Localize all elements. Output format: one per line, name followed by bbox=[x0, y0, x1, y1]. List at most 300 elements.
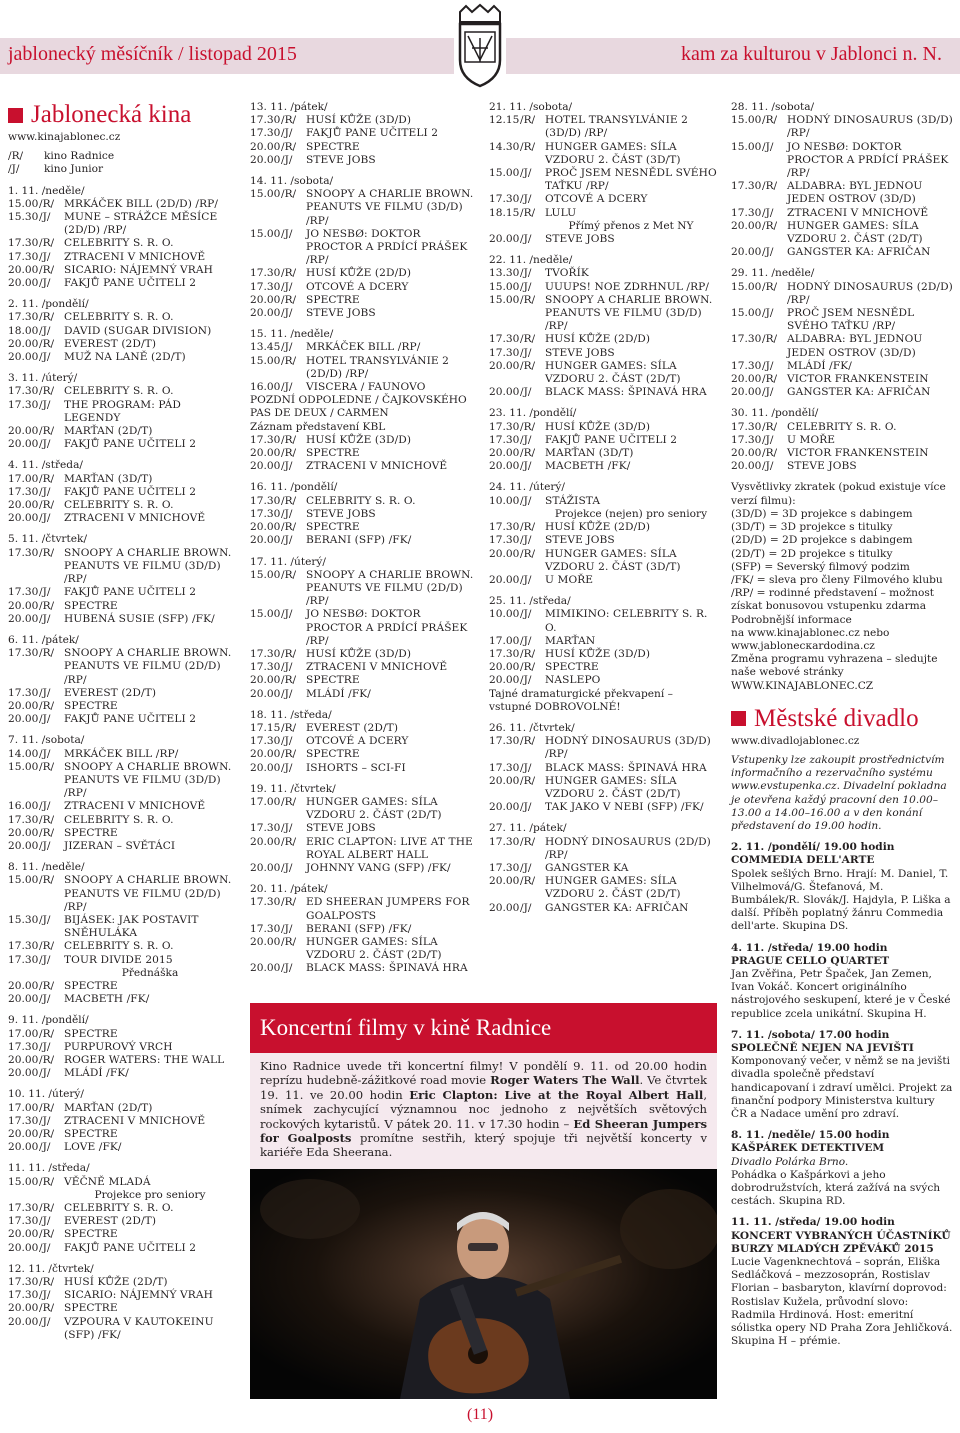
screening-row bbox=[8, 499, 236, 512]
day-block bbox=[489, 822, 717, 914]
screening-time: 20.00 bbox=[250, 293, 281, 306]
cinema-code: /J/ bbox=[762, 460, 774, 473]
screening-time: 20.00 bbox=[250, 521, 281, 534]
film-title: THE PROGRAM: PÁD LEGENDY bbox=[64, 398, 181, 424]
screening-time: 10.00 bbox=[489, 494, 520, 507]
legend-note: (2D/D) = 2D projekce s dabingem bbox=[731, 534, 913, 547]
screening-row bbox=[489, 902, 717, 915]
column-1 bbox=[8, 101, 236, 1342]
film-title: TVOŘÍK bbox=[545, 267, 589, 280]
film-title: FAKJŮ PANE UČITELI 2 bbox=[64, 485, 197, 498]
screening-time: 20.00 bbox=[250, 534, 281, 547]
screening-row bbox=[731, 207, 953, 220]
box-text-4: promítne sestřih, který spojuje tři největší koncerty v kariéře Eda Sheerana. bbox=[260, 1131, 707, 1160]
screening-row bbox=[731, 307, 953, 333]
film-title: BERANI (SFP) /FK/ bbox=[306, 534, 412, 547]
screening-note: Projekce pro seniory bbox=[94, 1188, 206, 1201]
film-title: MARŤAN (3D/T) bbox=[545, 447, 634, 460]
screening-time: 20.00 bbox=[250, 748, 281, 761]
screening-time: 15.00 bbox=[8, 1175, 39, 1188]
screening-time: 20.00 bbox=[8, 979, 39, 992]
day-date: 6. 11. /pátek/ bbox=[8, 633, 79, 646]
screening-row bbox=[250, 962, 478, 975]
screening-time: 20.00 bbox=[250, 835, 281, 848]
day-date: 23. 11. /pondělí/ bbox=[489, 407, 577, 420]
film-title: MUŽ NA LANĚ (2D/T) bbox=[64, 351, 186, 364]
screening-time: 16.00 bbox=[8, 800, 39, 813]
screening-row bbox=[250, 688, 478, 701]
cinema-code: /R/ bbox=[39, 826, 55, 839]
day-date: 21. 11. /sobota/ bbox=[489, 101, 573, 113]
cinema-code: /R/ bbox=[281, 935, 297, 948]
cinema-code: /J/ bbox=[281, 507, 293, 520]
day-block bbox=[731, 407, 953, 473]
event-title: SPOLEČNĚ NEJEN NA JEVIŠTI bbox=[731, 1042, 914, 1054]
box-film-1: Roger Waters The Wall bbox=[490, 1073, 640, 1088]
screening-time: 15.00 bbox=[250, 188, 281, 201]
screening-time: 17.30 bbox=[731, 180, 762, 193]
event-title: PRAGUE CELLO QUARTET bbox=[731, 954, 890, 967]
screening-time: 17.30 bbox=[8, 546, 39, 559]
screening-row bbox=[8, 980, 236, 993]
legend-note: (3D/T) = 3D projekce s titulky bbox=[731, 521, 893, 534]
event-description: Komponovaný večer, v němž se na jevišti divadla společně představí handicapovaní i zdraví umělci. Projekt za finanční podpory Ministerstva kultury ČR a Nadace umění pro zdraví. bbox=[731, 1055, 953, 1121]
screening-row bbox=[8, 512, 236, 525]
screening-row bbox=[489, 281, 717, 294]
day-date: 27. 11. /pátek/ bbox=[489, 822, 567, 835]
day-block bbox=[8, 533, 236, 625]
film-title: NASLEPO bbox=[545, 674, 601, 687]
screening-row bbox=[8, 438, 236, 451]
day-date: 5. 11. /čtvrtek/ bbox=[8, 533, 88, 546]
screening-row bbox=[250, 648, 478, 661]
cinema-code: /J/ bbox=[281, 735, 293, 748]
event-date: 11. 11. /středa/ 19.00 hodin bbox=[731, 1216, 895, 1229]
film-title: MACBETH /FK/ bbox=[545, 460, 631, 473]
screening-row bbox=[8, 874, 236, 914]
film-title: GANGSTER KA: AFRIČAN bbox=[787, 246, 931, 259]
cinema-code: /R/ bbox=[281, 674, 297, 687]
screening-time: 17.30 bbox=[8, 813, 39, 826]
screening-row bbox=[250, 508, 478, 521]
film-title: JIZERAN – SVĚTÁCI bbox=[64, 839, 176, 852]
screening-row bbox=[731, 141, 953, 181]
screening-time: 17.30 bbox=[8, 1276, 39, 1289]
screening-time: 17.30 bbox=[489, 835, 520, 848]
screening-row bbox=[8, 600, 236, 613]
legend-note: na www.kinajablonec.cz nebo bbox=[731, 626, 890, 639]
cinema-code: /R/ bbox=[281, 140, 297, 153]
film-title: LOVE /FK/ bbox=[64, 1141, 122, 1154]
film-title: HUSÍ KŮŽE (2D/D) bbox=[545, 521, 651, 534]
cinema-code: /R/ bbox=[520, 420, 536, 433]
cinema-code: /J/ bbox=[520, 901, 532, 914]
screening-row bbox=[489, 495, 717, 508]
screening-row bbox=[250, 434, 478, 447]
screening-row bbox=[250, 381, 478, 394]
day-block bbox=[8, 298, 236, 364]
screening-row bbox=[8, 237, 236, 250]
screening-row bbox=[731, 114, 953, 140]
screening-time: 15.00 bbox=[489, 167, 520, 180]
screening-row bbox=[250, 822, 478, 835]
day-block bbox=[8, 1014, 236, 1080]
cinema-code: /J/ bbox=[281, 381, 293, 394]
screening-row bbox=[489, 114, 717, 140]
cinema-code: /R/ bbox=[281, 795, 297, 808]
film-title: ZTRACENI V MNICHOVĚ bbox=[64, 512, 206, 525]
theatre-events bbox=[731, 841, 953, 1348]
screening-row bbox=[8, 1115, 236, 1128]
cinema-code: /R/ bbox=[281, 568, 297, 581]
cinema-code: /J/ bbox=[520, 494, 532, 507]
film-title: SPECTRE bbox=[306, 293, 360, 306]
film-title: BLACK MASS: ŠPINAVÁ HRA bbox=[545, 386, 707, 399]
screening-time: 20.00 bbox=[8, 699, 39, 712]
screening-row bbox=[8, 338, 236, 351]
screening-row bbox=[731, 373, 953, 386]
screening-row bbox=[250, 862, 478, 875]
screening-time: 17.30 bbox=[731, 359, 762, 372]
film-title: U MOŘE bbox=[545, 573, 594, 586]
screening-row bbox=[8, 586, 236, 599]
day-block bbox=[489, 481, 717, 587]
screening-row bbox=[489, 574, 717, 587]
cinema-code: /J/ bbox=[39, 1241, 51, 1254]
cinema-code: /R/ bbox=[39, 1202, 55, 1215]
screening-note: Přímý přenos z Met NY bbox=[568, 219, 694, 232]
screening-row bbox=[8, 1128, 236, 1141]
film-title: VĚČNĚ MLADÁ bbox=[64, 1175, 151, 1188]
screening-time: 20.00 bbox=[8, 1315, 39, 1328]
abbreviation-legend bbox=[731, 481, 953, 692]
theatre-heading bbox=[731, 705, 953, 733]
day-date: 10. 11. /úterý/ bbox=[8, 1088, 84, 1101]
screening-row bbox=[8, 748, 236, 761]
cinema-code: /J/ bbox=[39, 713, 51, 726]
screening-row bbox=[250, 608, 478, 648]
film-title: DAVID (SUGAR DIVISION) bbox=[64, 324, 212, 337]
film-title: MRKÁČEK BILL /RP/ bbox=[64, 747, 179, 760]
film-title: SPECTRE bbox=[64, 1027, 118, 1040]
film-title: HOTEL TRANSYLVÁNIE 2 (2D/D) /RP/ bbox=[306, 354, 449, 380]
day-date: 7. 11. /sobota/ bbox=[8, 734, 85, 747]
screening-time: 17.30 bbox=[250, 896, 281, 909]
screening-row bbox=[250, 569, 478, 609]
cinema-code: /J/ bbox=[39, 512, 51, 525]
screening-row bbox=[489, 233, 717, 246]
film-title: MARŤAN (2D/T) bbox=[64, 425, 153, 438]
cinema-code: /R/ bbox=[39, 197, 55, 210]
screening-row bbox=[8, 940, 236, 953]
screening-time: 18.15 bbox=[489, 206, 520, 219]
cinema-code: /R/ bbox=[762, 447, 778, 460]
screening-row bbox=[8, 1176, 236, 1189]
screening-time: 20.00 bbox=[731, 373, 762, 386]
day-block bbox=[250, 783, 478, 875]
screening-row bbox=[489, 434, 717, 447]
cinema-code: /R/ bbox=[39, 385, 55, 398]
cinema-code: /J/ bbox=[281, 307, 293, 320]
screening-time: 20.00 bbox=[8, 263, 39, 276]
box-text-3: , snímek zachycující významnou noc jednoho z největších světových rockových kytaristů. V pátek 20. 11. v 17.30 hodin – bbox=[260, 1087, 707, 1131]
cinema-code: /R/ bbox=[39, 940, 55, 953]
day-block bbox=[8, 861, 236, 1006]
film-title: MACBETH /FK/ bbox=[64, 993, 150, 1006]
screening-row bbox=[731, 333, 953, 359]
screening-time: 20.00 bbox=[489, 460, 520, 473]
screening-row bbox=[489, 521, 717, 534]
cinema-code: /J/ bbox=[520, 346, 532, 359]
screening-row bbox=[8, 1028, 236, 1041]
screening-row bbox=[489, 294, 717, 334]
cinema-code: /R/ bbox=[39, 499, 55, 512]
film-title: HUNGER GAMES: SÍLA VZDORU 2. ČÁST (3D/T) bbox=[545, 547, 681, 573]
film-title: HUBENÁ SUSIE (SFP) /FK/ bbox=[64, 612, 215, 625]
film-title: EVEREST (2D/T) bbox=[64, 337, 157, 350]
screening-time: 20.00 bbox=[8, 826, 39, 839]
film-title: STEVE JOBS bbox=[306, 507, 376, 520]
cinemas-heading bbox=[8, 101, 236, 129]
day-block bbox=[731, 101, 953, 259]
legend-code: /R/ bbox=[8, 150, 24, 163]
column-4 bbox=[731, 101, 953, 1348]
film-title: FAKJŮ PANE UČITELI 2 bbox=[64, 586, 197, 599]
screening-row bbox=[489, 193, 717, 206]
screening-time: 15.00 bbox=[250, 568, 281, 581]
screening-time: 17.30 bbox=[8, 686, 39, 699]
screening-row bbox=[731, 220, 953, 246]
cinema-code: /R/ bbox=[520, 661, 536, 674]
film-title: BIJÁSEK: JAK POSTAVIT SNĚHULÁKA bbox=[64, 913, 199, 940]
screening-row bbox=[731, 421, 953, 434]
day-block bbox=[250, 101, 478, 167]
screening-time: 20.00 bbox=[489, 774, 520, 787]
screening-time: 17.30 bbox=[250, 661, 281, 674]
screening-time: 17.30 bbox=[8, 1040, 39, 1053]
cinema-code: /J/ bbox=[520, 433, 532, 446]
theatre-url[interactable]: www.divadlojablonec.cz bbox=[731, 734, 860, 747]
screening-row bbox=[8, 264, 236, 277]
screening-time: 17.30 bbox=[731, 333, 762, 346]
theatre-title: Městské divadlo bbox=[754, 704, 919, 732]
film-title: SICARIO: NÁJEMNÝ VRAH bbox=[64, 1289, 213, 1302]
day-extra-note: Záznam představení KBL bbox=[250, 420, 386, 433]
screening-row bbox=[489, 421, 717, 434]
event-description: Jan Zvěřina, Petr Špaček, Jan Zemen, Ivan Vokáč. Koncert originálního nástrojového seskupení, které je v České republice zcela unikátní. Skupina H. bbox=[731, 967, 951, 1020]
screening-time: 17.30 bbox=[489, 346, 520, 359]
cinema-code: /R/ bbox=[281, 835, 297, 848]
film-title: GANGSTER KA: AFRIČAN bbox=[545, 901, 689, 914]
screening-row bbox=[489, 347, 717, 360]
box-text-1: Kino Radnice uvede tři koncertní filmy! V pondělí 9. 11. od 20.00 hodin reprízu hudebně-zážitkové road movie bbox=[260, 1059, 707, 1088]
cinema-code: /R/ bbox=[39, 699, 55, 712]
cinema-code: /R/ bbox=[281, 647, 297, 660]
day-block bbox=[8, 372, 236, 451]
page-header bbox=[0, 0, 960, 96]
cinema-code: /R/ bbox=[281, 748, 297, 761]
cinema-code: /J/ bbox=[762, 206, 774, 219]
day-block bbox=[8, 1263, 236, 1342]
screening-row bbox=[250, 762, 478, 775]
screening-time: 15.00 bbox=[8, 760, 39, 773]
cinema-code: /J/ bbox=[281, 822, 293, 835]
col1-schedule bbox=[8, 185, 236, 1342]
film-title: ZTRACENI V MNICHOVĚ bbox=[64, 800, 206, 813]
cinemas-url[interactable]: www.kinajablonec.cz bbox=[8, 131, 121, 143]
cinema-code: /J/ bbox=[762, 246, 774, 259]
day-date: 26. 11. /čtvrtek/ bbox=[489, 721, 575, 734]
film-title: MARŤAN (3D/T) bbox=[64, 472, 153, 485]
screening-time: 20.00 bbox=[489, 233, 520, 246]
screening-row bbox=[8, 425, 236, 438]
screening-time: 14.00 bbox=[8, 747, 39, 760]
cinema-code: /J/ bbox=[520, 267, 532, 280]
film-title: HUSÍ KŮŽE (3D/D) bbox=[306, 433, 412, 446]
screening-row bbox=[731, 180, 953, 206]
screening-time: 20.00 bbox=[8, 351, 39, 364]
screening-time: 20.00 bbox=[8, 612, 39, 625]
film-title: SNOOPY A CHARLIE BROWN. PEANUTS VE FILMU (2D/D) /RP/ bbox=[306, 568, 474, 608]
film-title: MARŤAN bbox=[545, 634, 596, 647]
screening-row bbox=[8, 399, 236, 425]
film-title: OTCOVÉ A DCERY bbox=[306, 735, 409, 748]
page-number: (11) bbox=[466, 1406, 494, 1423]
film-title: HUNGER GAMES: SÍLA VZDORU 2. ČÁST (2D/T) bbox=[787, 219, 923, 246]
screening-time: 17.30 bbox=[489, 861, 520, 874]
film-title: ISHORTS – SCI-FI bbox=[306, 761, 406, 774]
cinema-code: /J/ bbox=[520, 801, 532, 814]
screening-row bbox=[489, 548, 717, 574]
screening-time: 20.00 bbox=[250, 674, 281, 687]
screening-time: 17.30 bbox=[250, 647, 281, 660]
cinema-code: /J/ bbox=[39, 1141, 51, 1154]
theatre-event bbox=[731, 1129, 953, 1208]
screening-time: 17.30 bbox=[731, 420, 762, 433]
legend-row bbox=[8, 150, 236, 163]
day-date: 22. 11. /neděle/ bbox=[489, 254, 573, 267]
screening-time: 20.00 bbox=[250, 935, 281, 948]
screening-time: 17.30 bbox=[8, 1114, 39, 1127]
screening-row bbox=[8, 351, 236, 364]
screening-time: 17.15 bbox=[250, 721, 281, 734]
film-title: VZPOURA V KAUTOKEINU (SFP) /FK/ bbox=[64, 1315, 214, 1341]
cinema-code: /J/ bbox=[520, 193, 532, 206]
screening-time: 20.00 bbox=[489, 547, 520, 560]
screening-time: 20.00 bbox=[250, 460, 281, 473]
screening-time: 20.00 bbox=[8, 1054, 39, 1066]
screening-time: 20.00 bbox=[8, 713, 39, 726]
cinema-code: /J/ bbox=[520, 280, 532, 293]
screening-time: 17.30 bbox=[489, 761, 520, 774]
box-film-3: Ed Sheeran Jumpers for Goalposts bbox=[260, 1116, 707, 1146]
cinema-code: /J/ bbox=[39, 485, 51, 498]
film-title: TAK JAKO V NEBI (SFP) /FK/ bbox=[545, 801, 704, 814]
screening-time: 17.30 bbox=[489, 521, 520, 534]
film-title: JOHNNY VANG (SFP) /FK/ bbox=[306, 861, 451, 874]
coat-of-arms-icon bbox=[452, 2, 508, 90]
screening-time: 15.00 bbox=[731, 307, 762, 320]
screening-time: 17.30 bbox=[250, 922, 281, 935]
screening-row bbox=[8, 1289, 236, 1302]
screening-time: 20.00 bbox=[489, 875, 520, 888]
cinema-code: /R/ bbox=[281, 721, 297, 734]
cinema-code: /R/ bbox=[762, 420, 778, 433]
event-subtitle: Divadlo Polárka Brno. bbox=[731, 1155, 849, 1168]
film-title: ERIC CLAPTON: LIVE AT THE ROYAL ALBERT HALL bbox=[306, 835, 473, 861]
film-title: MLÁDÍ /FK/ bbox=[64, 1067, 129, 1080]
screening-time: 17.30 bbox=[8, 953, 39, 966]
film-title: PURPUROVÝ VRCH bbox=[64, 1040, 173, 1053]
screening-time: 18.00 bbox=[8, 324, 39, 337]
section-square-icon bbox=[8, 108, 23, 123]
concert-films-title: Koncertní filmy v kině Radnice bbox=[250, 1003, 717, 1053]
screening-row bbox=[8, 814, 236, 827]
cinema-code: /R/ bbox=[520, 774, 536, 787]
film-title: ZTRACENI V MNICHOVĚ bbox=[306, 460, 448, 473]
cinema-code: /R/ bbox=[520, 333, 536, 346]
screening-row bbox=[8, 647, 236, 687]
screening-time: 17.30 bbox=[8, 398, 39, 411]
film-title: FAKJŮ PANE UČITELI 2 bbox=[64, 1241, 197, 1254]
film-title: HODNÝ DINOSAURUS (2D/D) /RP/ bbox=[787, 280, 953, 306]
day-block bbox=[8, 185, 236, 291]
cinema-code: /J/ bbox=[520, 634, 532, 647]
film-title: CELEBRITY S. R. O. bbox=[787, 420, 897, 433]
film-title: GANGSTER KA bbox=[545, 861, 629, 874]
legend-label: kino Junior bbox=[44, 163, 104, 176]
cinema-code: /J/ bbox=[39, 1040, 51, 1053]
film-title: GANGSTER KA: AFRIČAN bbox=[787, 386, 931, 399]
cinema-code: /R/ bbox=[39, 874, 55, 887]
screening-row bbox=[8, 1202, 236, 1215]
screening-time: 15.00 bbox=[250, 227, 281, 240]
day-date: 18. 11. /středa/ bbox=[250, 708, 332, 721]
screening-time: 17.00 bbox=[489, 634, 520, 647]
screening-row bbox=[250, 294, 478, 307]
screening-time: 15.00 bbox=[8, 874, 39, 887]
cinema-code: /R/ bbox=[281, 896, 297, 909]
cinema-code: /R/ bbox=[39, 760, 55, 773]
day-date: 4. 11. /středa/ bbox=[8, 459, 83, 472]
screening-row bbox=[8, 1141, 236, 1154]
cinema-code: /J/ bbox=[39, 438, 51, 451]
screening-row bbox=[489, 836, 717, 862]
cinema-code: /J/ bbox=[281, 687, 293, 700]
screening-time: 15.30 bbox=[8, 913, 39, 926]
screening-row bbox=[250, 722, 478, 735]
event-date: 2. 11. /pondělí/ 19.00 hodin bbox=[731, 841, 895, 854]
film-title: HODNÝ DINOSAURUS (3D/D) /RP/ bbox=[787, 114, 953, 140]
event-description: Pohádka o Kašpárkovi a jeho dobrodružstvích, která zažívá na svých cestách. Skupina RD. bbox=[731, 1168, 941, 1208]
day-block bbox=[489, 254, 717, 399]
screening-time: 20.00 bbox=[489, 901, 520, 914]
film-title: SPECTRE bbox=[306, 140, 360, 153]
film-title: HUNGER GAMES: SÍLA VZDORU 2. ČÁST (2D/T) bbox=[545, 774, 681, 800]
cinema-code: /J/ bbox=[281, 127, 293, 140]
film-title: BLACK MASS: ŠPINAVÁ HRA bbox=[545, 761, 707, 774]
film-title: HODNÝ DINOSAURUS (2D/D) /RP/ bbox=[545, 835, 711, 861]
screening-row bbox=[8, 1228, 236, 1241]
day-date: 2. 11. /pondělí/ bbox=[8, 298, 89, 311]
cinema-code: /J/ bbox=[281, 661, 293, 674]
day-date: 15. 11. /neděle/ bbox=[250, 328, 334, 341]
screening-time: 20.00 bbox=[250, 687, 281, 700]
day-date: 29. 11. /neděle/ bbox=[731, 267, 815, 280]
cinema-code: /R/ bbox=[762, 114, 778, 127]
theatre-event bbox=[731, 1216, 953, 1348]
film-title: SPECTRE bbox=[64, 979, 118, 992]
